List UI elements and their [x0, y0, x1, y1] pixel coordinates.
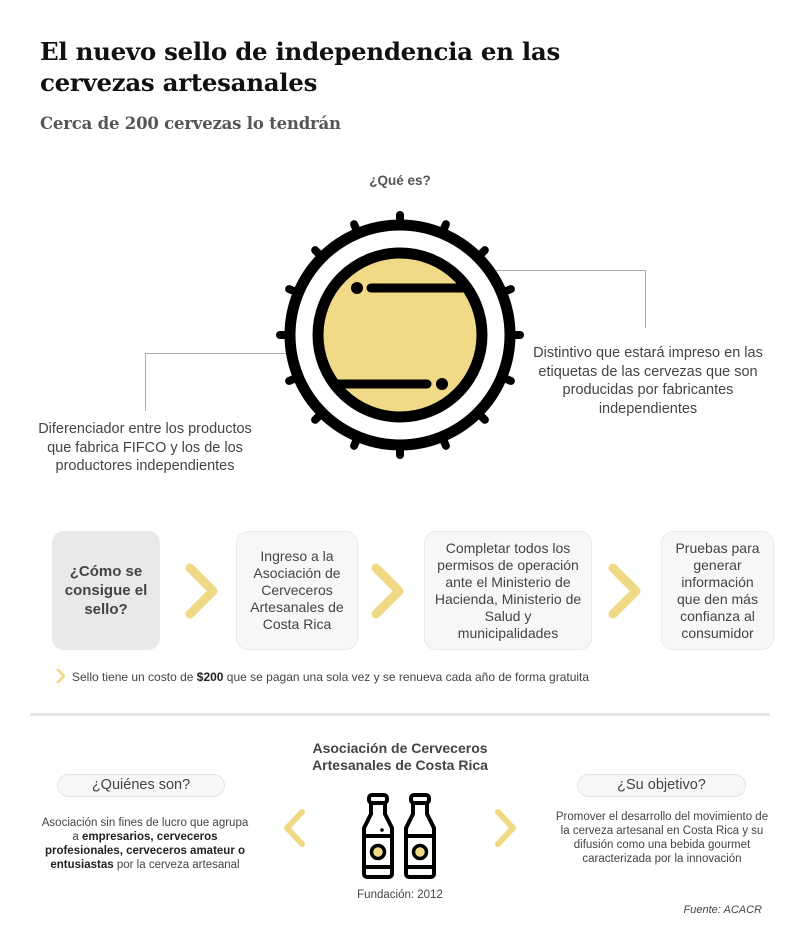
what-is-left-description: Diferenciador entre los productos que fabrica FIFCO y los de los productores independientes	[38, 421, 252, 474]
process-step-box	[424, 531, 592, 650]
association-title: Asociación de Cerveceros Artesanales de Costa Rica	[312, 740, 488, 773]
foundation-year: Fundación: 2012	[357, 889, 443, 901]
process-step-box	[661, 531, 774, 650]
bottle-cap-seal-icon	[275, 210, 525, 460]
section-divider	[30, 713, 770, 716]
page-subtitle: Cerca de 200 cervezas lo tendrán	[40, 114, 341, 133]
chevron-right-small-icon	[56, 668, 66, 684]
cost-note-suffix: que se pagan una sola vez y se renueva cada año de forma gratuita	[223, 670, 590, 684]
who-label-pill: ¿Quiénes son?	[57, 774, 225, 797]
process-step-text: Completar todos los permisos de operación ante el Ministerio de Hacienda, Ministerio de Salud y municipalidades	[434, 539, 582, 641]
cost-note-prefix: Sello tiene un costo de	[72, 670, 197, 684]
who-description	[40, 816, 250, 872]
page-title: El nuevo sello de independencia en las cervezas artesanales	[40, 37, 560, 97]
process-step-box	[236, 531, 358, 650]
process-heading-box	[52, 531, 160, 650]
process-step-text: Ingreso a la Asociación de Cerveceros Artesanales de Costa Rica	[250, 548, 344, 632]
process-step-text: Pruebas para generar información que den más confianza al consumidor	[675, 539, 760, 641]
cost-amount: $200	[196, 670, 224, 684]
chevron-right-icon	[368, 562, 408, 620]
goal-label-pill: ¿Su objetivo?	[577, 774, 746, 797]
goal-description: Promover el desarrollo del movimiento de la cerveza artesanal en Costa Rica y su difusión como una bebida gourmet caracterizada por la innovación	[555, 811, 769, 865]
connector-right-vertical	[645, 270, 646, 328]
what-is-right-description: Distintivo que estará impreso en las etiquetas de las cervezas que son producidas por fabricantes independientes	[533, 345, 763, 417]
who-text-2: por la cerveza artesanal	[113, 859, 240, 871]
chevron-left-icon	[281, 808, 307, 848]
beer-bottles-icon	[360, 792, 440, 880]
connector-left-vertical	[145, 353, 146, 411]
source-credit: Fuente: ACACR	[683, 904, 762, 916]
chevron-right-icon	[493, 808, 519, 848]
who-text-bold: empresarios, cerveceros profesionales, cerveceros amateur o entusiastas	[44, 831, 246, 871]
cost-note	[72, 670, 589, 684]
what-is-heading: ¿Qué es?	[369, 173, 431, 188]
process-heading: ¿Cómo se consigue el sello?	[64, 563, 148, 618]
who-text-1: Asociación sin fines de lucro que agrupa a	[41, 817, 249, 843]
chevron-right-icon	[182, 562, 222, 620]
chevron-right-icon	[605, 562, 645, 620]
